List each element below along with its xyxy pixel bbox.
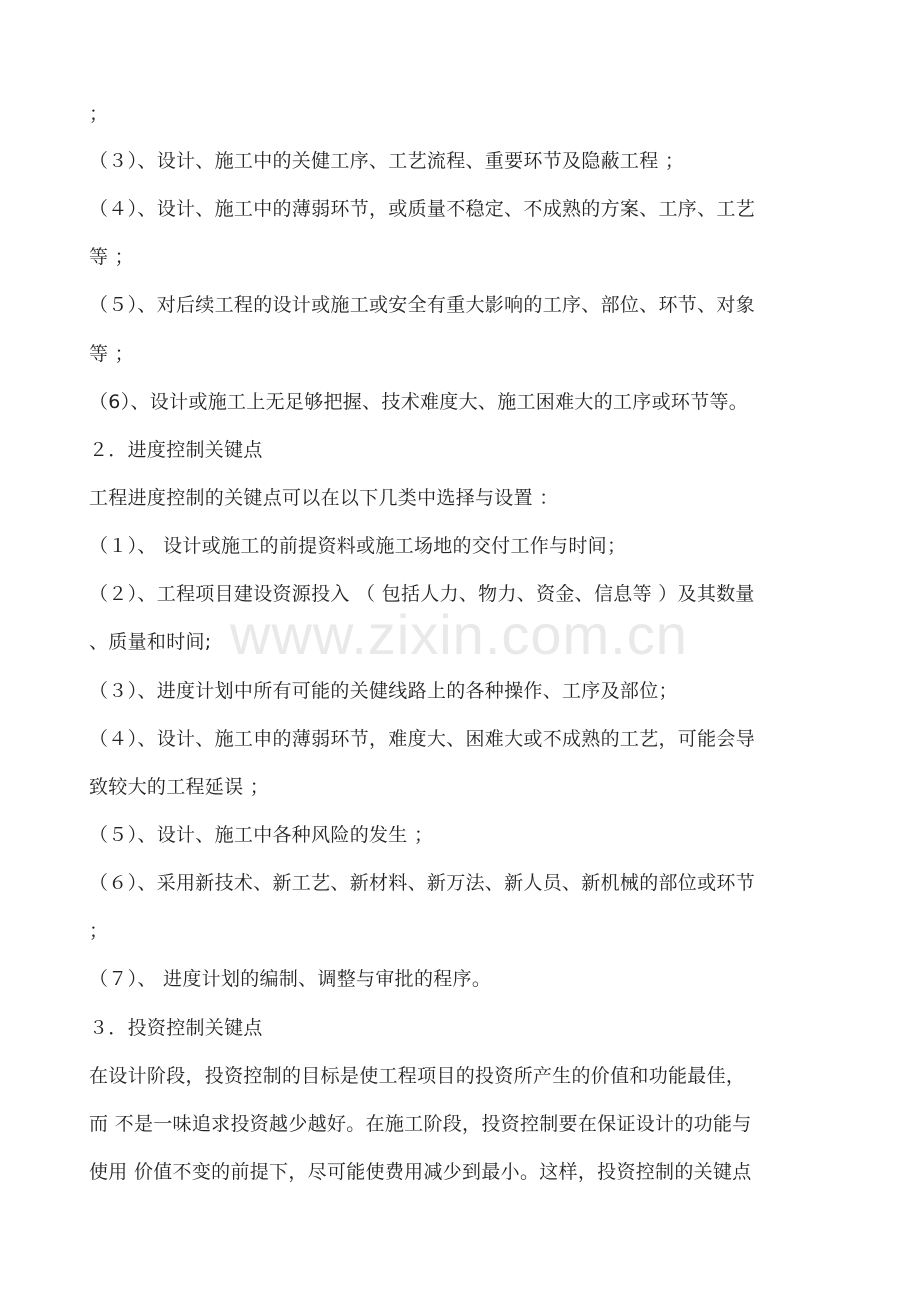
text-line: （５）、对后续工程的设计或施工或安全有重大影响的工序、部位、环节、对象 [89,294,756,316]
text-line: ； [89,920,109,942]
text-line: 工程进度控制的关键点可以在以下几类中选择与设置 ： [89,487,559,509]
text-line: （４）、设计、施工申的薄弱环节，难度大、困难大或不成熟的工艺，可能会导 [89,728,756,750]
section-heading: ２．进度控制关键点 [89,439,263,461]
text-line: （１）、 设计或施工的前提资料或施工场地的交付工作与时间； [89,535,627,557]
text-line: 等 ； [89,343,134,365]
text-line: 而 不是一味追求投资越少越好。在施工阶段，投资控制要在保证设计的功能与 [89,1113,752,1135]
text-line: （４）、设计、施工中的薄弱环节，或质量不稳定、不成熟的方案、工序、工艺 [89,198,756,220]
text-line: （6）、设计或施工上无足够把握、技术难度大、施工困难大的工序或环节等。 [89,391,749,413]
text-line: （２）、工程项目建设资源投入 （ 包括人力、物力、资金、信息等 ）及其数量 [89,583,755,605]
text-line: 在设计阶段，投资控制的目标是使工程项目的投资所产生的价值和功能最佳， [89,1065,746,1087]
text-line: （７）、 进度计划的编制、调整与审批的程序。 [89,968,492,990]
text-line: 致较大的工程延误 ； [89,776,270,798]
text-line: 等 ； [89,246,134,268]
text-line: 、质量和时间; [89,631,212,653]
text-line: （３）、设计、施工中的关健工序、工艺流程、重要环节及隐蔽工程 ； [89,150,685,172]
text-line: （６）、采用新技术、新工艺、新材料、新万法、新人员、新机械的部位或环节 [89,872,756,894]
text-line: 使用 价值不变的前提下，尽可能使费用减少到最小。这样，投资控制的关键点 [89,1161,752,1183]
section-heading: ３．投资控制关键点 [89,1017,263,1039]
text-line: （３）、进度计划中所有可能的关健线路上的各种操作、工序及部位； [89,680,678,702]
text-line: ； [89,103,109,125]
text-line: （５）、设计、施工中各种风险的发生 ； [89,824,434,846]
watermark: www.zixin.com.cn [230,603,688,666]
